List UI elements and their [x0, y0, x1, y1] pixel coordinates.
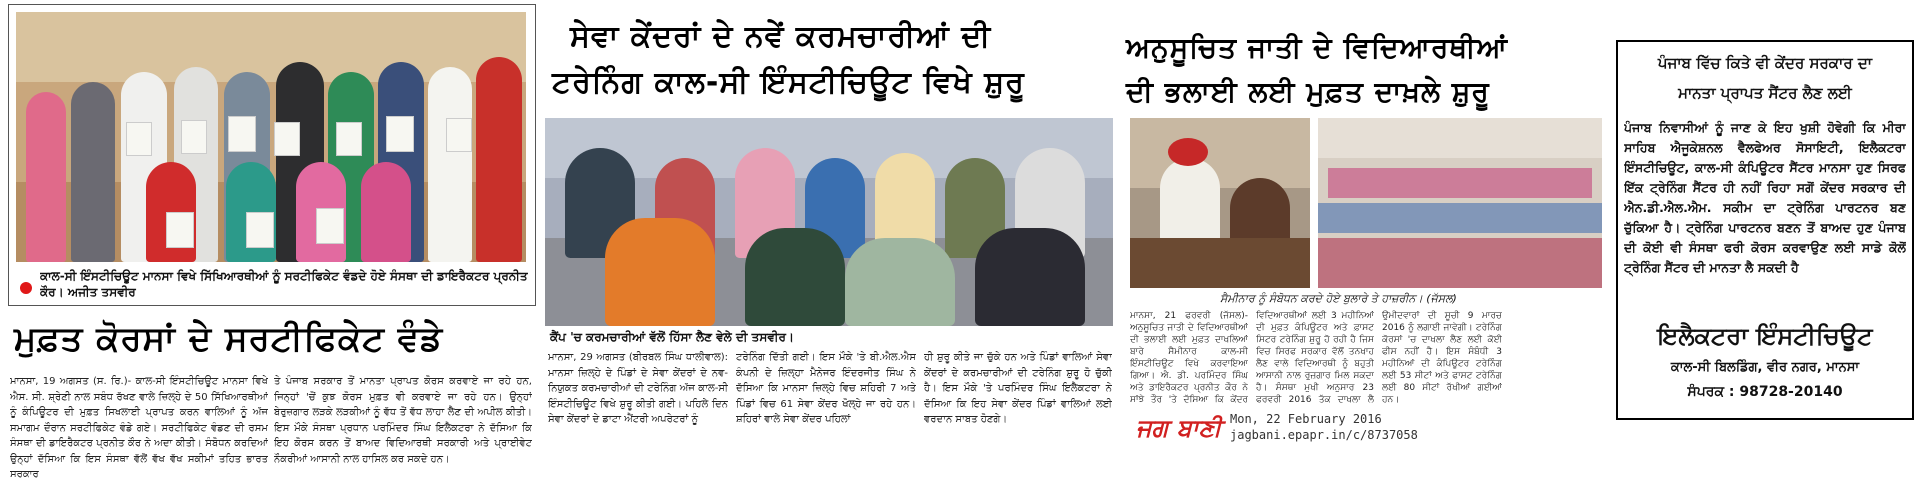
article3-photo-seminar — [1130, 118, 1310, 288]
article2-body-col3: ਹੀ ਸ਼ੁਰੂ ਕੀਤੇ ਜਾ ਚੁੱਕੇ ਹਨ ਅਤੇ ਪਿੰਡਾਂ ਵਾਲਿਆਂ ਸੇਵਾ ਕੇਂਦਰਾਂ ਦੇ ਕਰਮਚਾਰੀਆਂ ਦੀ ਟਰੇਨਿੰਗ ਸ਼ੁਰੂ ਹੋ ਚੁੱਕੀ ਹੈ। ਇਸ ਮੌਕੇ 'ਤੇ ਪਰਮਿੰਦਰ ਸਿੰਘ ਇਲੈਕਟਰਾ ਨੇ ਦੱਸਿਆ ਕਿ ਇਹ ਸੇਵਾ ਕੇਂਦਰ ਪਿੰਡਾਂ ਵਾਲਿਆਂ ਲਈ ਵਰਦਾਨ ਸਾਬਤ ਹੋਣਗੇ। — [924, 352, 1112, 425]
jagbani-logo: ਜਗ ਬਾਣੀ — [1136, 414, 1222, 442]
article2-headline-line2: ਟਰੇਨਿੰਗ ਕਾਲ-ਸੀ ਇੰਸਟੀਚਿਊਟ ਵਿਖੇ ਸ਼ੁਰੂ — [552, 65, 1025, 100]
caption-dot-icon — [20, 282, 32, 294]
notice-body: ਪੰਜਾਬ ਨਿਵਾਸੀਆਂ ਨੂੰ ਜਾਣ ਕੇ ਇਹ ਖੁਸ਼ੀ ਹੋਵੇਗੀ ਕਿ ਮੀਰਾ ਸਾਹਿਬ ਐਜੂਕੇਸ਼ਨਲ ਵੈਲਫੇਅਰ ਸੋਸਾਇਟੀ, ਇਲੈਕਟਰਾ ਇੰਸਟੀਚਿਊਟ, ਕਾਲ-ਸੀ ਕੰਪਿਊਟਰ ਸੈਂਟਰ ਮਾਨਸਾ ਹੁਣ ਸਿਰਫ ਇੱਕ ਟ੍ਰੇਨਿੰਗ ਸੈਂਟਰ ਹੀ ਨਹੀਂ ਰਿਹਾ ਸਗੋਂ ਕੇਂਦਰ ਸਰਕਾਰ ਦੀ ਐਨ.ਡੀ.ਐਲ.ਐਮ. ਸਕੀਮ ਦਾ ਟ੍ਰੇਨਿੰਗ ਪਾਰਟਨਰ ਬਣ ਚੁੱਕਿਆ ਹੈ। ਟ੍ਰੇਨਿੰਗ ਪਾਰਟਨਰ ਬਣਨ ਤੋਂ ਬਾਅਦ ਹੁਣ ਪੰਜਾਬ ਦੀ ਕੋਈ ਵੀ ਸੰਸਥਾ ਫਰੀ ਕੋਰਸ ਕਰਵਾਉਣ ਲਈ ਸਾਡੇ ਕੋਲੋਂ ਟ੍ਰੇਨਿੰਗ ਸੈਂਟਰ ਦੀ ਮਾਨਤਾ ਲੈ ਸਕਦੀ ਹੈ — [1624, 120, 1906, 275]
notice-contact: ਸੰਪਰਕ : 98728-20140 — [1687, 384, 1843, 400]
article3-photo-audience — [1318, 118, 1602, 288]
article2-body-col1: ਮਾਨਸਾ, 29 ਅਗਸਤ (ਬੀਰਬਲ ਸਿੰਘ ਧਾਲੀਵਾਲ): ਮਾਨਸਾ ਜ਼ਿਲ੍ਹੇ ਦੇ ਪਿੰਡਾਂ ਦੇ ਸੇਵਾ ਕੇਂਦਰਾਂ ਦੇ ਨਵ-ਨਿਯੁਕਤ ਕਰਮਚਾਰੀਆਂ ਦੀ ਟਰੇਨਿੰਗ ਅੱਜ ਕਾਲ-ਸੀ ਇੰਸਟੀਚਿਊਟ ਵਿਖੇ ਸ਼ੁਰੂ ਕੀਤੀ ਗਈ। ਪਹਿਲੇ ਦਿਨ ਸੇਵਾ ਕੇਂਦਰਾਂ ਦੇ ਡਾਟਾ ਐਂਟਰੀ ਅਪਰੇਟਰਾਂ ਨੂੰ — [548, 352, 728, 425]
article3-headline-line1: ਅਨੁਸੂਚਿਤ ਜਾਤੀ ਦੇ ਵਿਦਿਆਰਥੀਆਂ — [1126, 31, 1509, 64]
article3-photo-caption: ਸੈਮੀਨਾਰ ਨੂੰ ਸੰਬੋਧਨ ਕਰਦੇ ਹੋਏ ਬੁਲਾਰੇ ਤੇ ਹਾਜ਼ਰੀਨ। (ਜੱਸਲ) — [1220, 292, 1457, 305]
notice-title-line1: ਪੰਜਾਬ ਵਿੱਚ ਕਿਤੇ ਵੀ ਕੇਂਦਰ ਸਰਕਾਰ ਦਾ — [1657, 54, 1873, 72]
article3-body-col3: ਉਮੀਦਵਾਰਾਂ ਦੀ ਸੂਚੀ 9 ਮਾਰਚ 2016 ਨੂੰ ਲਗਾਈ ਜਾਵੇਗੀ। ਟਰੇਨਿੰਗ ਕੋਰਸਾਂ 'ਚ ਦਾਖਲਾ ਲੈਣ ਲਈ ਕੋਈ ਫੀਸ ਨਹੀਂ ਹੈ। ਇਸ ਸੰਬੰਧੀ 3 ਮਹੀਨਿਆਂ ਦੀ ਕੰਪਿਊਟਰ ਟਰੇਨਿੰਗ ਲਈ 53 ਸੀਟਾਂ ਅਤੇ ਫਾਸਟ ਟਰੇਨਿੰਗ ਲਈ 80 ਸੀਟਾਂ ਰੱਖੀਆਂ ਗਈਆਂ ਹਨ। — [1382, 311, 1502, 405]
notice-address: ਕਾਲ-ਸੀ ਬਿਲਡਿੰਗ, ਵੀਰ ਨਗਰ, ਮਾਨਸਾ — [1670, 360, 1860, 375]
notice-title-line2: ਮਾਨਤਾ ਪ੍ਰਾਪਤ ਸੈਂਟਰ ਲੈਣ ਲਈ — [1678, 84, 1852, 102]
article1-headline: ਮੁਫ਼ਤ ਕੋਰਸਾਂ ਦੇ ਸਰਟੀਫਿਕੇਟ ਵੰਡੇ — [14, 319, 444, 359]
footer-date: Mon, 22 February 2016 — [1230, 412, 1382, 426]
notice-box — [1616, 40, 1914, 420]
article2-photo — [545, 118, 1113, 326]
article3-body-col2: ਵਿਦਿਆਰਥੀਆਂ ਲਈ 3 ਮਹੀਨਿਆਂ ਦੀ ਮੁਫ਼ਤ ਕੰਪਿਊਟਰ ਅਤੇ ਫ਼ਾਸਟ ਸਿਟਰ ਟਰੇਨਿੰਗ ਸ਼ੁਰੂ ਹੋ ਰਹੀ ਹੈ ਜਿਸ ਵਿਚ ਸਿਰਫ ਸਰਕਾਰ ਵੱਲੋਂ ਤਨਖਾਹ ਲੈਣ ਵਾਲੇ ਵਿਦਿਆਰਥੀ ਨੂੰ ਬਹੁਤੀ ਆਸਾਨੀ ਨਾਲ ਰੁਜ਼ਗਾਰ ਮਿਲ ਸਕਦਾ ਹੈ। ਸੰਸਥਾ ਮੁਖੀ ਅਨੁਸਾਰ 23 ਫਰਵਰੀ 2016 ਤੱਕ ਦਾਖਲਾ ਲੈ — [1256, 311, 1374, 405]
article2-photo-caption: ਕੈਂਪ 'ਚ ਕਰਮਚਾਰੀਆਂ ਵੱਲੋਂ ਹਿੱਸਾ ਲੈਣ ਵੇਲੇ ਦੀ ਤਸਵੀਰ। — [550, 330, 795, 344]
article1-body-col2: ਤੇ ਪੰਜਾਬ ਸਰਕਾਰ ਤੋਂ ਮਾਨਤਾ ਪ੍ਰਾਪਤ ਕੋਰਸ ਕਰਵਾਏ ਜਾ ਰਹੇ ਹਨ, ਜਿਨ੍ਹਾਂ 'ਚੋਂ ਕੁਝ ਕੋਰਸ ਮੁਫ਼ਤ ਵੀ ਕਰਵਾਏ ਜਾ ਰਹੇ ਹਨ। ਉਨ੍ਹਾਂ ਬੇਰੁਜ਼ਗਾਰ ਲੜਕੇ ਲੜਕੀਆਂ ਨੂੰ ਵੱਧ ਤੋਂ ਵੱਧ ਲਾਹਾ ਲੈਣ ਦੀ ਅਪੀਲ ਕੀਤੀ। ਇਸ ਮੌਕੇ ਸੰਸਥਾ ਪ੍ਰਧਾਨ ਪਰਮਿੰਦਰ ਸਿੰਘ ਇਲੈਕਟਰਾ ਨੇ ਦੱਸਿਆ ਕਿ ਇਹ ਕੋਰਸ ਕਰਨ ਤੋਂ ਬਾਅਦ ਵਿਦਿਆਰਥੀ ਸਰਕਾਰੀ ਅਤੇ ਪ੍ਰਾਈਵੇਟ ਨੌਕਰੀਆਂ ਆਸਾਨੀ ਨਾਲ ਹਾਸਿਲ ਕਰ ਸਕਦੇ ਹਨ। — [274, 376, 532, 465]
notice-org-name: ਇਲੈਕਟਰਾ ਇੰਸਟੀਚਿਊਟ — [1657, 322, 1873, 350]
article2-body-col2: ਟਰੇਨਿੰਗ ਦਿੱਤੀ ਗਈ। ਇਸ ਮੌਕੇ 'ਤੇ ਬੀ.ਐਲ.ਐਸ ਕੰਪਨੀ ਦੇ ਜ਼ਿਲ੍ਹਾ ਮੈਨੇਜਰ ਇੰਦਰਜੀਤ ਸਿੰਘ ਨੇ ਦੱਸਿਆ ਕਿ ਮਾਨਸਾ ਜ਼ਿਲ੍ਹੇ ਵਿਚ ਸ਼ਹਿਰੀ 7 ਅਤੇ ਪਿੰਡਾਂ ਵਿਚ 61 ਸੇਵਾ ਕੇਂਦਰ ਖੋਲ੍ਹੇ ਜਾ ਰਹੇ ਹਨ। ਸ਼ਹਿਰਾਂ ਵਾਲੇ ਸੇਵਾ ਕੇਂਦਰ ਪਹਿਲਾਂ — [736, 352, 916, 425]
article1-photo-caption: ਕਾਲ-ਸੀ ਇੰਸਟੀਚਿਊਟ ਮਾਨਸਾ ਵਿਖੇ ਸਿੱਖਿਆਰਥੀਆਂ ਨੂੰ ਸਰਟੀਫਿਕੇਟ ਵੰਡਦੇ ਹੋਏ ਸੰਸਥਾ ਦੀ ਡਾਇਰੈਕਟਰ ਪ੍ਰਨੀਤ ਕੌਰ। ਅਜੀਤ ਤਸਵੀਰ — [40, 269, 528, 299]
footer-url: jagbani.epapr.in/c/8737058 — [1230, 428, 1418, 442]
article3-body-col1: ਮਾਨਸਾ, 21 ਫਰਵਰੀ (ਜੱਸਲ)- ਅਨੁਸੂਚਿਤ ਜਾਤੀ ਦੇ ਵਿਦਿਆਰਥੀਆਂ ਦੀ ਭਲਾਈ ਲਈ ਮੁਫ਼ਤ ਦਾਖਲਿਆਂ ਬਾਰੇ ਸੈਮੀਨਾਰ ਕਾਲ-ਸੀ ਇੰਸਟੀਚਿਊਟ ਵਿਖੇ ਕਰਵਾਇਆ ਗਿਆ। ਐ. ਡੀ. ਪਰਮਿੰਦਰ ਸਿੰਘ ਅਤੇ ਡਾਇਰੈਕਟਰ ਪ੍ਰਨੀਤ ਕੌਰ ਨੇ ਸਾਂਝੇ ਤੌਰ 'ਤੇ ਦੱਸਿਆ ਕਿ ਕੇਂਦਰ — [1130, 311, 1248, 405]
article1-photo — [16, 12, 526, 262]
article3-headline-line2: ਦੀ ਭਲਾਈ ਲਈ ਮੁਫ਼ਤ ਦਾਖ਼ਲੇ ਸ਼ੁਰੂ — [1126, 75, 1490, 108]
article1-body-col1: ਮਾਨਸਾ, 19 ਅਗਸਤ (ਸ. ਰਿ.)- ਕਾਲ-ਸੀ ਇੰਸਟੀਚਿਊਟ ਮਾਨਸਾ ਵਿਖੇ ਐਸ. ਸੀ. ਸ਼੍ਰੇਣੀ ਨਾਲ ਸਬੰਧ ਰੱਖਣ ਵਾਲੇ ਜ਼ਿਲ੍ਹੇ ਦੇ 50 ਸਿੱਖਿਆਰਥੀਆਂ ਨੂੰ ਕੰਪਿਊਟਰ ਦੀ ਮੁਫ਼ਤ ਸਿਖਲਾਈ ਪ੍ਰਾਪਤ ਕਰਨ ਵਾਲਿਆਂ ਨੂੰ ਅੱਜ ਸਮਾਗਮ ਦੌਰਾਨ ਸਰਟੀਫਿਕੇਟ ਵੰਡੇ ਗਏ। ਸਰਟੀਫਿਕੇਟ ਵੰਡਣ ਦੀ ਰਸਮ ਸੰਸਥਾ ਦੀ ਡਾਇਰੈਕਟਰ ਪ੍ਰਨੀਤ ਕੌਰ ਨੇ ਅਦਾ ਕੀਤੀ। ਸੰਬੋਧਨ ਕਰਦਿਆਂ ਉਨ੍ਹਾਂ ਦੱਸਿਆ ਕਿ ਇਸ ਸੰਸਥਾ ਵੱਲੋਂ ਵੱਖ ਵੱਖ ਸਕੀਮਾਂ ਤਹਿਤ ਭਾਰਤ ਸਰਕਾਰ — [10, 376, 268, 480]
article2-headline-line1: ਸੇਵਾ ਕੇਂਦਰਾਂ ਦੇ ਨਵੇਂ ਕਰਮਚਾਰੀਆਂ ਦੀ — [570, 19, 992, 54]
